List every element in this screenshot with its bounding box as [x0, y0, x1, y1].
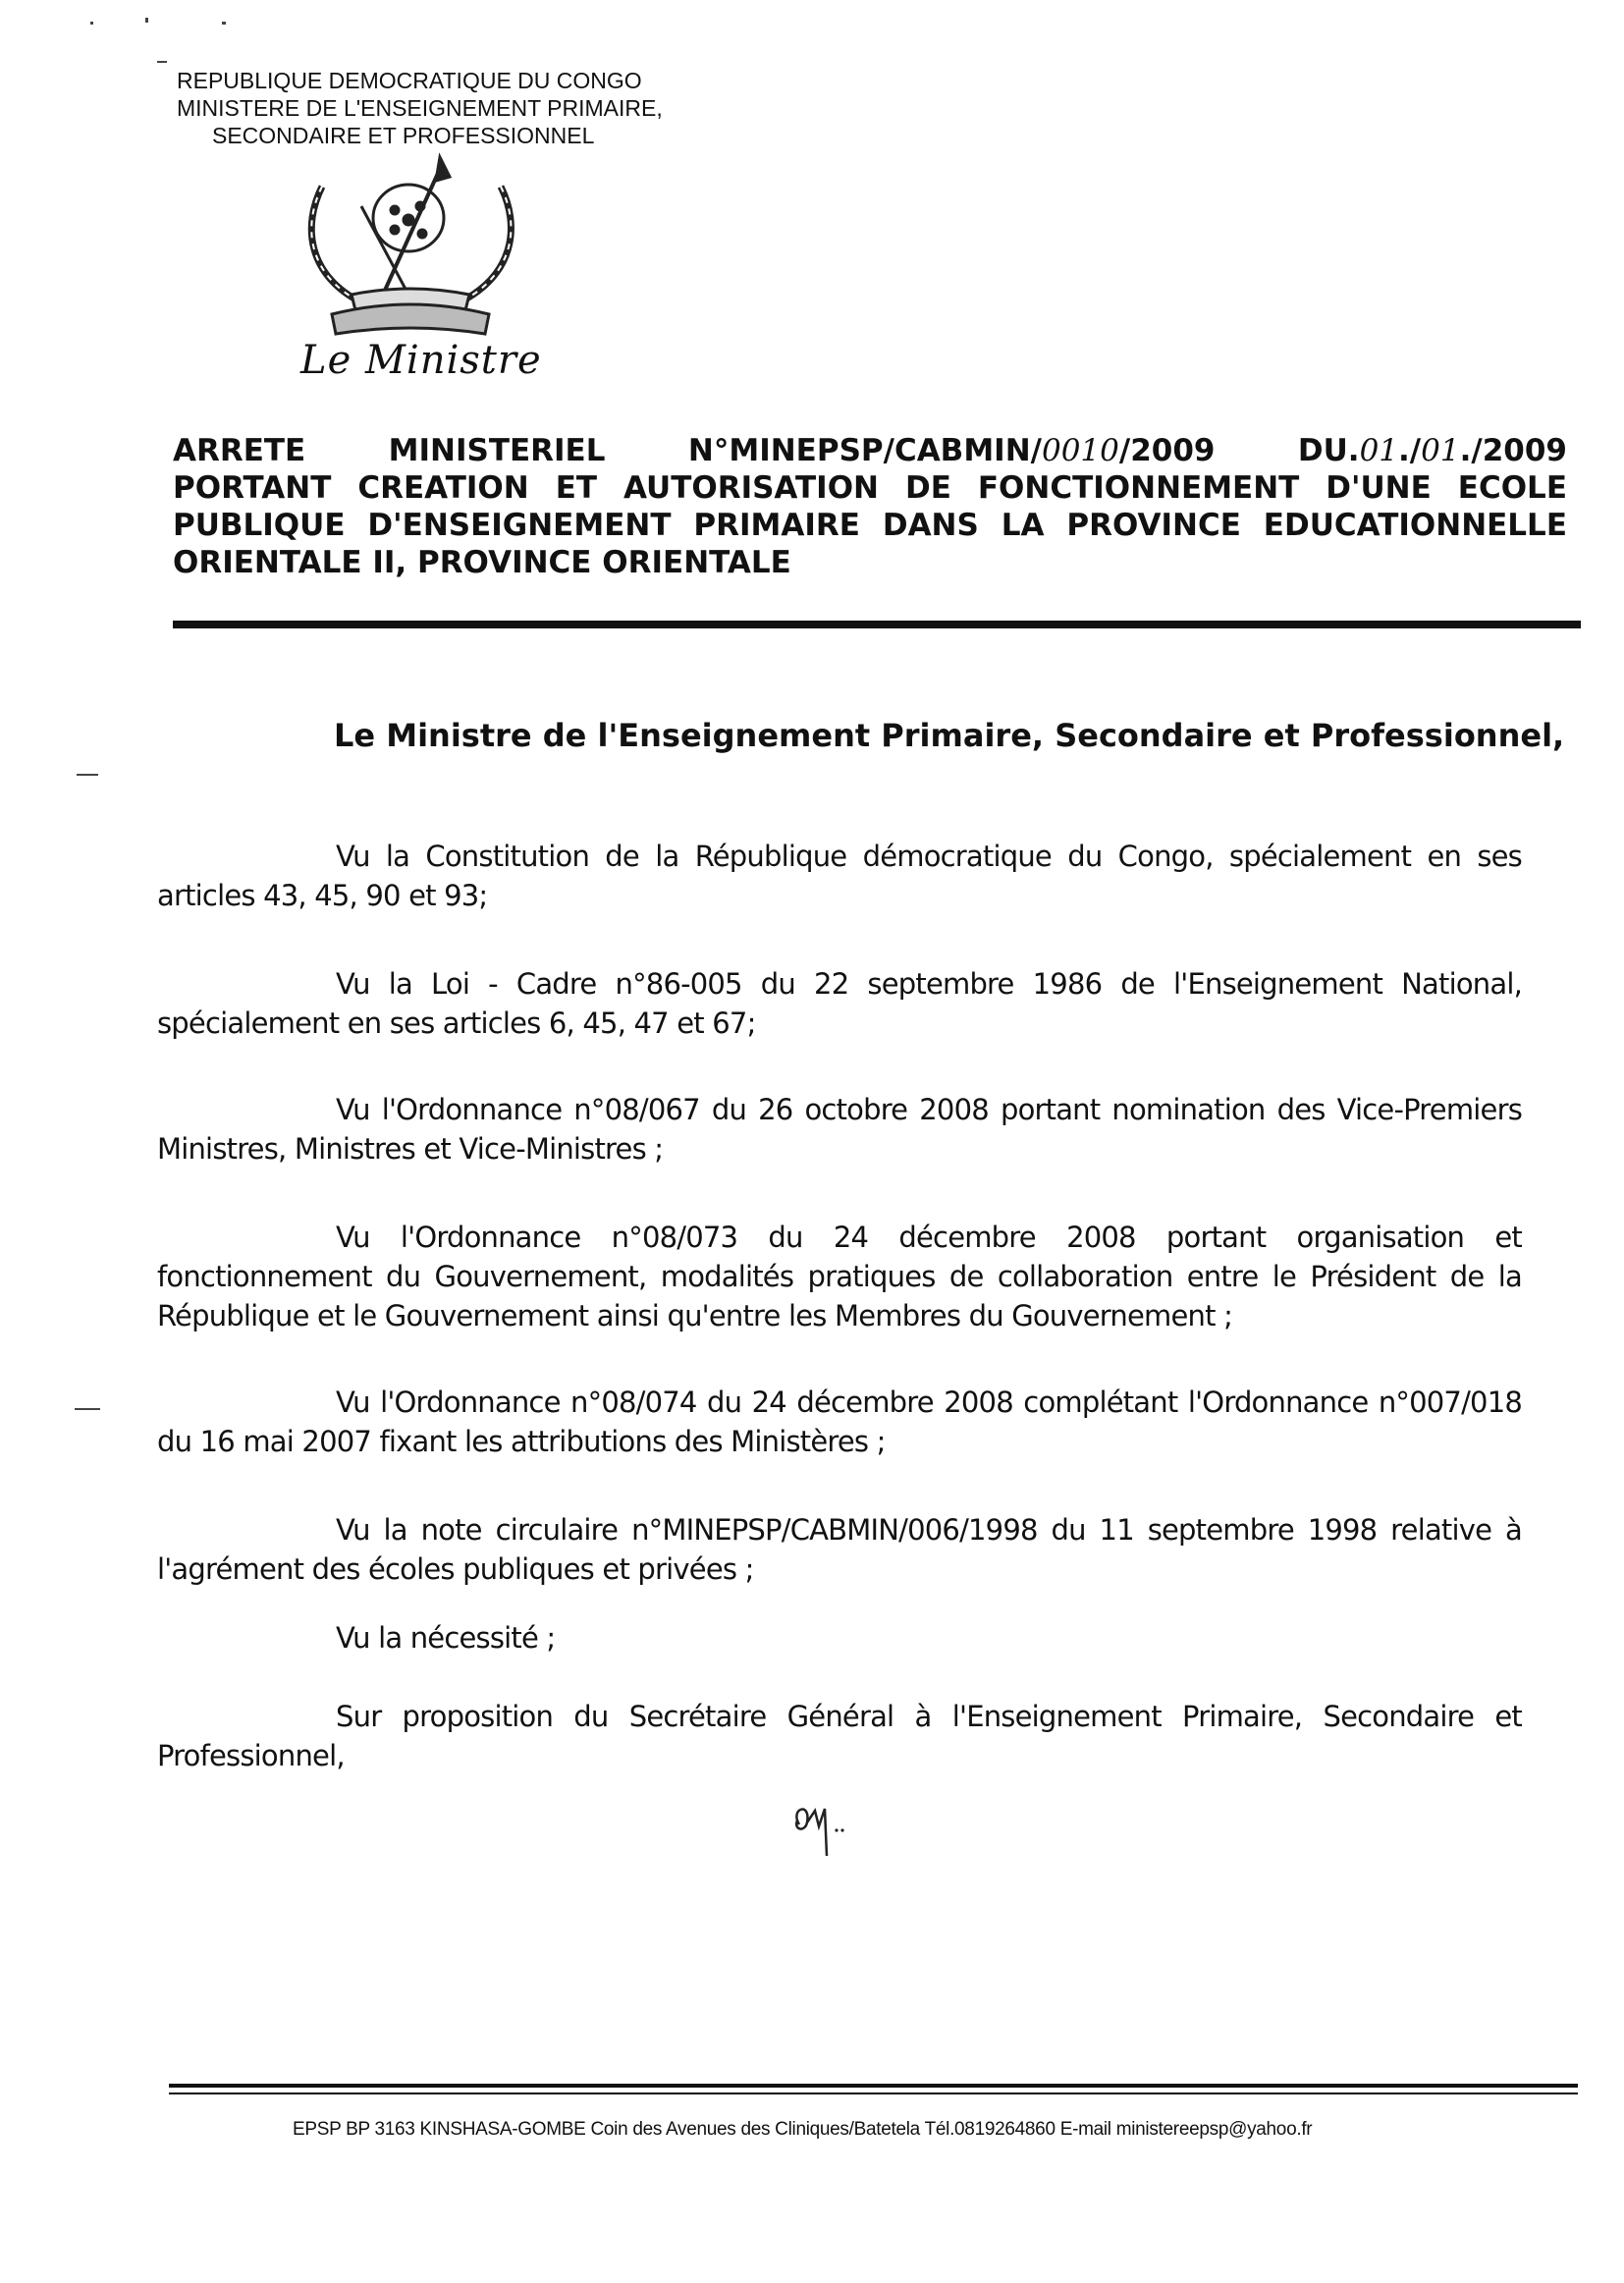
- paragraph-ordonnance-067: Vu l'Ordonnance n°08/067 du 26 octobre 2008 portant nomination des Vice-Premiers Ministres, Ministres et Vice-Ministres ;: [157, 1093, 1522, 1166]
- paragraph-proposition: Sur proposition du Secrétaire Général à l'Enseignement Primaire, Secondaire et Professionnel,: [157, 1700, 1522, 1772]
- decree-number: [688, 432, 1216, 469]
- decree-date-year: ./2009: [1459, 433, 1567, 468]
- decree-number-handwritten: 0010: [1041, 433, 1119, 468]
- scan-speck: [222, 22, 226, 25]
- decree-date-month: 01: [1421, 433, 1460, 468]
- title-divider: [173, 621, 1581, 628]
- letterhead: [177, 67, 766, 149]
- minister-signature-title: Le Ministre: [300, 338, 542, 383]
- footer-address: EPSP BP 3163 KINSHASA-GOMBE Coin des Avenues des Cliniques/Batetela Tél.0819264860 E-mail ministereepsp@yahoo.fr: [293, 2119, 1313, 2140]
- decree-title: [173, 432, 1567, 581]
- paragraph-necessite: Vu la nécessité ;: [336, 1621, 556, 1655]
- decree-subject: PORTANT CREATION ET AUTORISATION DE FONCTIONNEMENT D'UNE ECOLE PUBLIQUE D'ENSEIGNEMENT PRIMAIRE DANS LA PROVINCE EDUCATIONNELLE ORIENTALE II, PROVINCE ORIENTALE: [173, 470, 1567, 580]
- decree-type: ARRETE: [173, 433, 306, 468]
- minister-heading: Le Ministre de l'Enseignement Primaire, Secondaire et Professionnel,: [334, 717, 1565, 754]
- letterhead-country: REPUBLIQUE DEMOCRATIQUE DU CONGO: [177, 68, 642, 93]
- scan-speck: [77, 774, 98, 776]
- coat-of-arms-emblem: [293, 147, 528, 344]
- scan-speck: [75, 1408, 100, 1410]
- paragraph-ordonnance-073: Vu l'Ordonnance n°08/073 du 24 décembre 2008 portant organisation et fonctionnement du Gouvernement, modalités pratiques de collaboration entre le Président de la République et le Gouvernement ainsi qu'entre les Membres du Gouvernement ;: [157, 1221, 1522, 1332]
- paragraph-loi-cadre: Vu la Loi - Cadre n°86-005 du 22 septembre 1986 de l'Enseignement National, spécialement en ses articles 6, 45, 47 et 67;: [157, 967, 1522, 1040]
- letterhead-ministry: MINISTERE DE L'ENSEIGNEMENT PRIMAIRE,: [177, 95, 663, 121]
- paragraph-ordonnance-074: Vu l'Ordonnance n°08/074 du 24 décembre 2008 complétant l'Ordonnance n°007/018 du 16 mai 2007 fixant les attributions des Ministères ;: [157, 1386, 1522, 1458]
- paragraph-note-circulaire: Vu la note circulaire n°MINEPSP/CABMIN/006/1998 du 11 septembre 1998 relative à l'agrément des écoles publiques et privées ;: [157, 1513, 1522, 1586]
- decree-kind: MINISTERIEL: [388, 433, 606, 468]
- letterhead-ministry-cont: SECONDAIRE ET PROFESSIONNEL: [212, 123, 595, 148]
- decree-title-line: [173, 432, 1567, 469]
- decree-number-prefix: N°MINEPSP/CABMIN/: [687, 433, 1042, 468]
- decree-date-sep: ./: [1398, 433, 1422, 468]
- footer-divider: [169, 2084, 1578, 2088]
- decree-date-prefix: DU.: [1297, 433, 1360, 468]
- decree-number-suffix: /2009: [1118, 433, 1216, 468]
- decree-date: [1298, 432, 1567, 469]
- scan-speck: [157, 61, 167, 63]
- decree-date-day: 01: [1359, 433, 1399, 468]
- paragraph-constitution: Vu la Constitution de la République démocratique du Congo, spécialement en ses articles 43, 45, 90 et 93;: [157, 840, 1522, 912]
- handwritten-initials: [785, 1797, 864, 1866]
- scan-speck: [145, 18, 148, 23]
- footer-divider-thin: [169, 2093, 1578, 2094]
- scan-speck: [90, 22, 93, 25]
